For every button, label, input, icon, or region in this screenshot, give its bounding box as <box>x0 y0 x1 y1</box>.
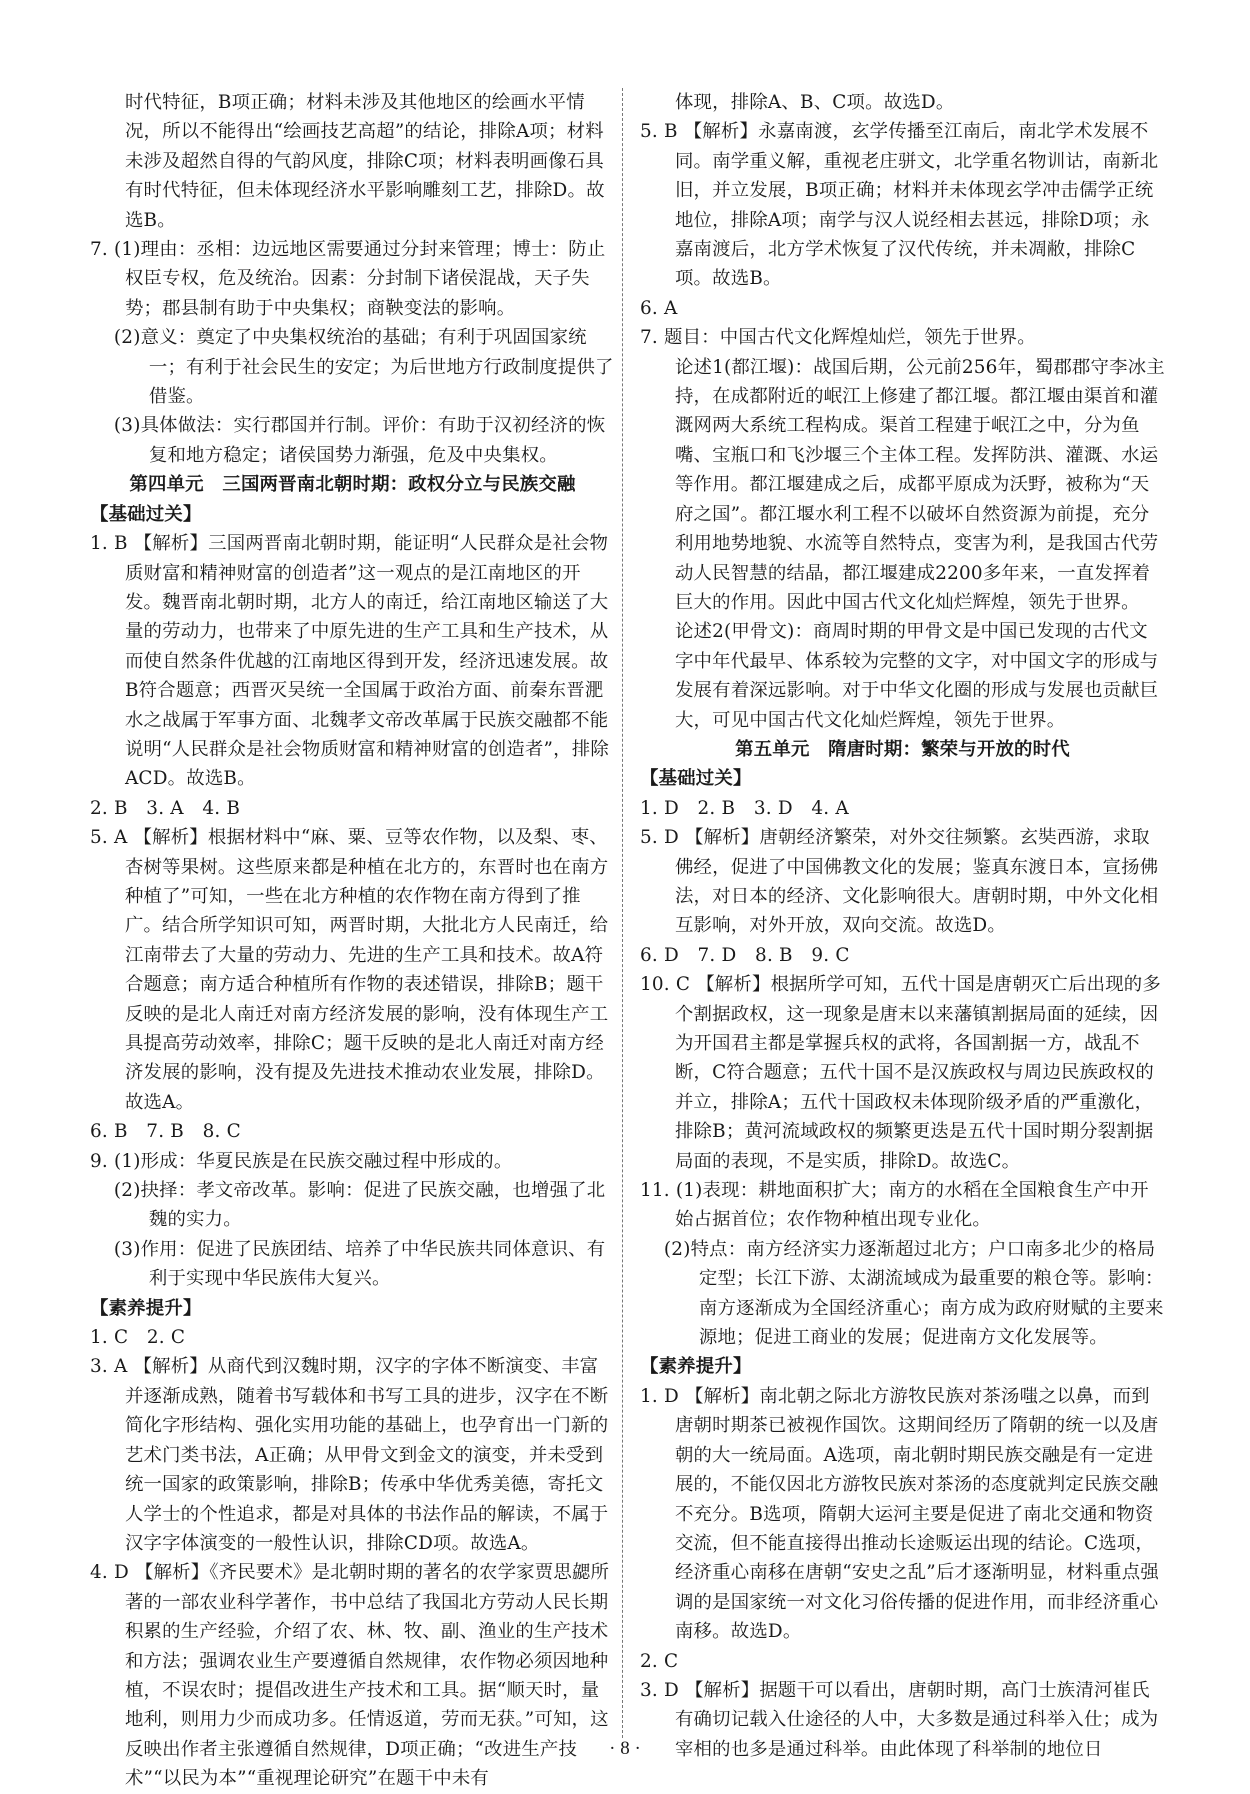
text-block: 7. 题目：中国古代文化辉煌灿烂，领先于世界。 <box>640 327 1036 349</box>
text-block: 3. D 【解析】据题干可以看出，唐朝时期，高门士族清河崔氏有确切记载入仕途径的人中，大多数是通过科举入仕；成为宰相的也多是通过科举。由此体现了科举制的地位日 <box>640 1679 1159 1760</box>
text-block: 9. (1)形成：华夏民族是在民族交融过程中形成的。 <box>90 1150 513 1172</box>
page-number: · 8 · <box>609 1738 641 1759</box>
text-block: 1. D 【解析】南北朝之际北方游牧民族对茶汤嗤之以鼻，而到唐朝时期茶已被视作国饮。这期间经历了隋朝的统一以及唐朝的大一统局面。A选项，南北朝时期民族交融是有一定进展的，不能仅因北方游牧民族对茶汤的态度就判定民族交融不充分。B选项，隋朝大运河主要是促进了南北交通和物资交流，但不能直接得出推动长途贩运出现的结论。C选项，经济重心南移在唐朝“安史之乱”后才逐渐明显，材料重点强调的是国家统一对文化习俗传播的促进作用，而非经济重心南移。故选D。 <box>640 1385 1159 1643</box>
column-divider <box>622 88 623 1738</box>
text-block: (2)意义：奠定了中央集权统治的基础；有利于巩固国家统一；有利于社会民生的安定；为后世地方行政制度提供了借鉴。 <box>113 327 614 408</box>
text-block: (3)具体做法：实行郡国并行制。评价：有助于汉初经济的恢复和地方稳定；诸侯国势力渐强，危及中央集权。 <box>113 415 606 466</box>
text-block: 体现，排除A、B、C项。故选D。 <box>674 92 955 113</box>
section-label: 【基础过关】 <box>640 768 752 790</box>
text-block: 论述2(甲骨文)：商周时期的甲骨文是中国已发现的古代文字中年代最早、体系较为完整的文字，对中国文字的形成与发展有着深远影响。对于中华文化圈的形成与发展也贡献巨大，可见中国古代文化灿烂辉煌，领先于世界。 <box>674 621 1159 731</box>
text-block: 7. (1)理由：丞相：边远地区需要通过分封来管理；博士：防止权臣专权，危及统治。因素：分封制下诸侯混战，天子失势；郡县制有助于中央集权；商鞅变法的影响。 <box>90 239 606 319</box>
text-block: (2)特点：南方经济实力逐渐超过北方；户口南多北少的格局定型；长江下游、太湖流域成为最重要的粮仓等。影响：南方逐渐成为全国经济重心；南方成为政府财赋的主要来源地；促进工商业的发展；促进南方文化发展等。 <box>663 1238 1164 1349</box>
text-block: 6. D 7. D 8. B 9. C <box>640 944 850 966</box>
text-block: 1. C 2. C <box>90 1327 186 1349</box>
right-column <box>640 88 1165 1764</box>
unit-heading: 第四单元 三国两晋南北朝时期：政权分立与民族交融 <box>129 474 576 496</box>
text-block: (3)作用：促进了民族团结、培养了中华民族共同体意识、有利于实现中华民族伟大复兴。 <box>113 1238 606 1290</box>
section-label: 【基础过关】 <box>90 503 202 525</box>
text-block: 1. D 2. B 3. D 4. A <box>640 797 849 819</box>
text-block: 3. A 【解析】从商代到汉魏时期，汉字的字体不断演变、丰富并逐渐成熟，随着书写载体和书写工具的进步，汉字在不断简化字形结构、强化实用功能的基础上，也孕育出一门新的艺术门类书法，A正确；从甲骨文到金文的演变，并未受到统一国家的政策影响，排除B；传承中华优秀美德，寄托文人学士的个性追求，都是对具体的书法作品的解读，不属于汉字字体演变的一般性认识，排除CD项。故选A。 <box>90 1356 609 1554</box>
section-label: 【素养提升】 <box>640 1356 752 1378</box>
left-column <box>90 88 615 1794</box>
text-block: 2. B 3. A 4. B <box>90 797 241 819</box>
text-block: 4. D 【解析】《齐民要术》是北朝时期的著名的农学家贾思勰所著的一部农业科学著作，书中总结了我国北方劳动人民长期积累的生产经验，介绍了农、林、牧、副、渔业的生产技术和方法；强调农业生产要遵循自然规律，农作物必须因地种植，不误农时；提倡改进生产技术和工具。据“顺天时，量地利，则用力少而成功多。任情返道，劳而无获。”可知，这反映出作者主张遵循自然规律，D项正确；“改进生产技术”“以民为本”“重视理论研究”在题干中未有 <box>90 1562 610 1790</box>
text-block: 6. B 7. B 8. C <box>90 1121 241 1143</box>
text-block: 1. B 【解析】三国两晋南北朝时期，能证明“人民群众是社会物质财富和精神财富的创造者”这一观点的是江南地区的开发。魏晋南北朝时期，北方人的南迁，给江南地区输送了大量的劳动力，也带来了中原先进的生产工具和生产技术，从而使自然条件优越的江南地区得到开发，经济迅速发展。故B符合题意；西晋灭吴统一全国属于政治方面、前秦东晋淝水之战属于军事方面、北魏孝文帝改革属于民族交融都不能说明“人民群众是社会物质财富和精神财富的创造者”，排除ACD。故选B。 <box>90 533 609 790</box>
text-block: 11. (1)表现：耕地面积扩大；南方的水稻在全国粮食生产中开始占据首位；农作物种植出现专业化。 <box>640 1180 1149 1231</box>
section-label: 【素养提升】 <box>90 1297 202 1319</box>
text-block: 5. A 【解析】根据材料中“麻、粟、豆等农作物，以及梨、枣、杏树等果树。这些原来都是种植在北方的，东晋时也在南方种植了”可知，一些在北方种植的农作物在南方得到了推广。结合所学知识可知，两晋时期，大批北方人民南迁，给江南带去了大量的劳动力、先进的生产工具和技术。故A符合题意；南方适合种植所有作物的表述错误，排除B；题干反映的是北人南迁对南方经济发展的影响，没有体现生产工具提高劳动效率，排除C；题干反映的是北人南迁对南方经济发展的影响，没有提及先进技术推动农业发展，排除D。故选A。 <box>90 827 609 1113</box>
text-block: 时代特征，B项正确；材料未涉及其他地区的绘画水平情况，所以不能得出“绘画技艺高超”的结论，排除A项；材料未涉及超然自得的气韵风度，排除C项；材料表明画像石具有时代特征，但未体现经济水平影响雕刻工艺，排除D。故选B。 <box>124 92 605 231</box>
text-block: 10. C 【解析】根据所学可知，五代十国是唐朝灭亡后出现的多个割据政权，这一现象是唐末以来藩镇割据局面的延续，因为开国君主都是掌握兵权的武将，各国割据一方，战乱不断，C符合题意；五代十国不是汉族政权与周边民族政权的并立，排除A；五代十国政权未体现阶级矛盾的严重激化，排除B；黄河流域政权的频繁更迭是五代十国时期分裂割据局面的表现，不是实质，排除D。故选C。 <box>640 974 1161 1172</box>
unit-heading: 第五单元 隋唐时期：繁荣与开放的时代 <box>735 738 1070 760</box>
text-block: 5. D 【解析】唐朝经济繁荣，对外交往频繁。玄奘西游，求取佛经，促进了中国佛教文化的发展；鉴真东渡日本，宣扬佛法，对日本的经济、文化影响很大。唐朝时期，中外文化相互影响，对外开放，双向交流。故选D。 <box>640 827 1159 937</box>
text-block: 6. A <box>640 297 678 319</box>
text-block: 2. C <box>640 1650 679 1672</box>
text-block: 论述1(都江堰)：战国后期，公元前256年，蜀郡郡守李冰主持，在成都附近的岷江上修建了都江堰。都江堰由渠首和灌溉网两大系统工程构成。渠首工程建于岷江之中，分为鱼嘴、宝瓶口和飞沙堰三个主体工程。发挥防洪、灌溉、水运等作用。都江堰建成之后，成都平原成为沃野，被称为“天府之国”。都江堰水利工程不以破坏自然资源为前提，充分利用地势地貌、水流等自然特点，变害为利，是我国古代劳动人民智慧的结晶，都江堰建成2200多年来，一直发挥着巨大的作用。因此中国古代文化灿烂辉煌，领先于世界。 <box>674 356 1165 613</box>
text-block: (2)抉择：孝文帝改革。影响：促进了民族交融，也增强了北魏的实力。 <box>113 1180 606 1231</box>
text-block: 5. B 【解析】永嘉南渡，玄学传播至江南后，南北学术发展不同。南学重义解，重视老庄骈文，北学重名物训诂，南新北旧，并立发展，B项正确；材料并未体现玄学冲击儒学正统地位，排除A项；南学与汉人说经相去甚远，排除D项；永嘉南渡后，北方学术恢复了汉代传统，并未凋敝，排除C项。故选B。 <box>640 121 1159 290</box>
